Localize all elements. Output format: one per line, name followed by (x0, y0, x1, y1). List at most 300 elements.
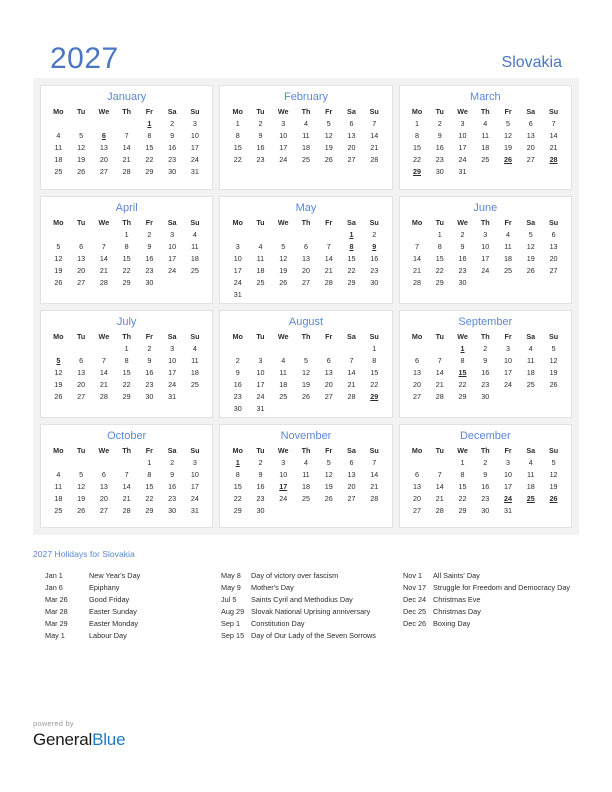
day-cell: 22 (458, 379, 467, 389)
day-cell: 4 (506, 229, 511, 239)
day-cell: 28 (370, 155, 379, 165)
week-row (47, 469, 206, 481)
day-cell: 1 (460, 457, 465, 467)
day-cell-holiday: 26 (504, 155, 513, 165)
weekday-header: Tu (256, 331, 265, 341)
day-cell: 12 (549, 355, 558, 365)
day-cell: 19 (324, 481, 333, 491)
day-cell-holiday: 8 (349, 241, 354, 251)
week-row (226, 253, 385, 265)
page-header (0, 36, 612, 74)
day-cell: 17 (256, 379, 265, 389)
day-cell: 15 (122, 253, 131, 263)
day-cell: 6 (326, 355, 331, 365)
day-cell: 12 (549, 469, 558, 479)
month-title: June (473, 201, 498, 214)
day-cell: 23 (481, 493, 490, 503)
holiday-name: Good Friday (89, 595, 130, 604)
month-card-march (399, 85, 572, 190)
day-cell: 19 (54, 265, 63, 275)
day-cell: 2 (483, 457, 488, 467)
day-cell: 13 (526, 131, 535, 141)
day-cell: 14 (549, 131, 558, 141)
day-cell: 17 (190, 143, 199, 153)
logo-blue-text: Blue (92, 730, 126, 749)
week-row (47, 154, 206, 166)
day-cell: 2 (147, 343, 152, 353)
day-cell: 22 (413, 155, 422, 165)
day-cell-holiday: 1 (235, 457, 240, 467)
day-cell: 7 (551, 119, 556, 129)
day-cell: 11 (302, 469, 310, 479)
week-row (226, 481, 385, 493)
day-cell: 3 (235, 241, 240, 251)
holiday-list-item (403, 582, 579, 594)
day-cell: 29 (122, 277, 131, 287)
day-cell-holiday: 1 (460, 343, 465, 353)
holiday-date: Nov 17 (403, 583, 427, 592)
day-cell: 18 (301, 481, 310, 491)
day-cell-holiday: 24 (504, 493, 513, 503)
day-cell-empty (497, 391, 520, 403)
day-cell: 12 (324, 469, 333, 479)
day-cell: 12 (54, 367, 63, 377)
day-cell: 10 (190, 469, 199, 479)
day-cell-empty (340, 343, 363, 355)
day-cell: 3 (192, 457, 197, 467)
day-cell: 8 (235, 469, 240, 479)
day-cell: 9 (170, 131, 175, 141)
day-cell: 5 (551, 457, 556, 467)
day-cell: 1 (415, 119, 420, 129)
weekday-header: Tu (435, 445, 444, 455)
day-cell-empty (70, 118, 93, 130)
holiday-name: Christmas Day (433, 607, 481, 616)
weekday-header: We (98, 107, 110, 116)
day-cell: 22 (233, 155, 242, 165)
day-cell: 10 (504, 355, 513, 365)
day-cell: 9 (460, 241, 465, 251)
weekday-header: Mo (411, 331, 423, 341)
weekday-header-row (226, 331, 385, 343)
day-cell: 24 (279, 155, 288, 165)
weekday-header-row (226, 445, 385, 457)
day-cell: 17 (504, 481, 513, 491)
day-cell-holiday: 28 (549, 155, 558, 165)
holiday-date: Dec 24 (403, 595, 427, 604)
day-cell: 17 (190, 481, 199, 491)
holidays-column-1 (33, 570, 221, 642)
day-cell: 28 (435, 391, 444, 401)
day-cell: 31 (233, 289, 242, 299)
day-cell: 7 (437, 355, 442, 365)
day-cell: 6 (101, 469, 106, 479)
day-cell: 6 (415, 469, 420, 479)
day-cell: 18 (190, 253, 199, 263)
day-cell: 4 (483, 119, 488, 129)
day-cell: 6 (79, 241, 84, 251)
week-row (226, 379, 385, 391)
day-cell-empty (519, 277, 542, 289)
day-cell: 10 (168, 355, 177, 365)
holidays-column-2 (221, 570, 403, 642)
weekday-header: Fr (504, 445, 512, 455)
day-cell: 5 (326, 119, 331, 129)
weekday-header: Sa (347, 107, 356, 116)
weekday-header: Fr (325, 331, 333, 341)
day-cell: 13 (347, 469, 356, 479)
day-cell-empty (161, 277, 184, 289)
day-cell: 30 (481, 505, 490, 515)
day-cell: 27 (99, 167, 108, 177)
day-cell-empty (93, 457, 116, 469)
holiday-date: Dec 26 (403, 619, 427, 628)
week-row (226, 118, 385, 130)
day-cell: 23 (435, 155, 444, 165)
week-row (406, 505, 565, 517)
day-cell: 13 (77, 253, 86, 263)
day-cell: 22 (458, 493, 467, 503)
weekday-header: We (457, 217, 468, 227)
week-row (406, 241, 565, 253)
day-cell-empty (226, 343, 249, 355)
logo-general-text: General (33, 730, 93, 749)
weekday-header: We (457, 445, 468, 455)
day-cell: 27 (549, 265, 558, 275)
week-row (226, 229, 385, 241)
weekday-header-row (47, 331, 206, 343)
day-cell-empty (226, 229, 249, 241)
weekday-header: Mo (232, 331, 243, 341)
day-cell: 18 (526, 481, 535, 491)
day-cell-empty (428, 457, 451, 469)
day-cell: 14 (347, 367, 356, 377)
day-cell: 17 (458, 143, 467, 153)
day-cell-empty (519, 166, 542, 178)
month-card-november (219, 424, 392, 529)
day-cell: 4 (528, 457, 533, 467)
day-cell: 27 (413, 391, 422, 401)
weekday-header-row (47, 106, 206, 118)
day-cell: 22 (233, 493, 242, 503)
day-cell: 24 (458, 155, 467, 165)
weekday-header: Su (369, 331, 379, 341)
day-cell-empty (295, 505, 318, 517)
day-cell: 24 (190, 493, 199, 503)
day-cell: 15 (233, 481, 242, 491)
month-title: September (458, 315, 513, 328)
weekday-header: Fr (145, 331, 153, 341)
day-cell: 22 (347, 265, 356, 275)
day-cell: 21 (324, 265, 333, 275)
week-row (406, 457, 565, 469)
month-day-grid (226, 445, 385, 517)
day-cell: 18 (481, 143, 490, 153)
weekday-header: Tu (77, 217, 86, 227)
month-card-december (399, 424, 572, 529)
month-day-grid (47, 106, 206, 178)
day-cell: 19 (301, 379, 310, 389)
day-cell: 28 (347, 391, 356, 401)
day-cell: 13 (99, 143, 108, 153)
day-cell: 14 (122, 143, 131, 153)
day-cell: 20 (324, 379, 333, 389)
day-cell-empty (295, 403, 318, 415)
holiday-list-item (45, 618, 221, 630)
day-cell: 9 (147, 355, 152, 365)
weekday-header: Mo (232, 107, 243, 116)
day-cell: 12 (77, 481, 86, 491)
week-row (406, 265, 565, 277)
weekday-header: Th (480, 445, 490, 455)
day-cell: 2 (170, 119, 175, 129)
weekday-header: Mo (232, 217, 243, 227)
day-cell: 13 (99, 481, 108, 491)
day-cell: 4 (281, 355, 286, 365)
country-title: Slovakia (501, 54, 562, 71)
year-title: 2027 (50, 42, 119, 75)
holiday-list-item (45, 594, 221, 606)
day-cell: 23 (481, 379, 490, 389)
day-cell: 1 (147, 457, 152, 467)
day-cell-empty (70, 343, 93, 355)
day-cell: 7 (372, 457, 377, 467)
day-cell: 11 (527, 469, 535, 479)
day-cell: 31 (458, 167, 467, 177)
weekday-header: Th (122, 445, 132, 455)
day-cell: 4 (56, 131, 61, 141)
day-cell: 23 (145, 379, 154, 389)
day-cell: 21 (549, 143, 558, 153)
holiday-list-item (403, 606, 579, 618)
day-cell: 20 (99, 155, 108, 165)
day-cell: 24 (481, 265, 490, 275)
week-row (406, 379, 565, 391)
day-cell: 17 (504, 367, 513, 377)
month-day-grid (47, 331, 206, 403)
day-cell: 2 (235, 355, 240, 365)
weekday-header-row (226, 217, 385, 229)
day-cell: 21 (122, 493, 131, 503)
month-title: July (116, 315, 137, 328)
day-cell-empty (340, 403, 363, 415)
weekday-header: Fr (504, 331, 512, 341)
week-row (406, 142, 565, 154)
day-cell-empty (474, 166, 497, 178)
footer-logo (33, 718, 125, 750)
week-row (226, 469, 385, 481)
day-cell: 23 (370, 265, 379, 275)
month-card-july (40, 310, 213, 418)
day-cell: 7 (124, 469, 129, 479)
day-cell: 21 (122, 155, 131, 165)
day-cell: 16 (481, 481, 490, 491)
week-row (47, 130, 206, 142)
holiday-date: Jan 1 (45, 571, 63, 580)
weekday-header: Su (190, 217, 200, 227)
weekday-header: Th (122, 107, 132, 116)
day-cell: 27 (99, 505, 108, 515)
day-cell: 30 (481, 391, 490, 401)
holiday-date: Sep 15 (221, 631, 245, 640)
day-cell: 6 (349, 457, 354, 467)
month-title: April (115, 201, 138, 214)
day-cell: 19 (549, 481, 558, 491)
day-cell: 13 (77, 367, 86, 377)
weekday-header: We (98, 331, 110, 341)
day-cell-empty (295, 229, 318, 241)
day-cell: 8 (415, 131, 420, 141)
week-row (406, 130, 565, 142)
holidays-column-3 (403, 570, 579, 642)
holiday-name: New Year's Day (89, 571, 141, 580)
weekday-header-row (406, 106, 565, 118)
holiday-date: Nov 1 (403, 571, 423, 580)
holidays-heading: 2027 Holidays for Slovakia (33, 549, 135, 559)
day-cell: 14 (413, 253, 422, 263)
day-cell: 7 (437, 469, 442, 479)
day-cell: 25 (190, 379, 199, 389)
week-row (406, 481, 565, 493)
day-cell: 14 (99, 253, 108, 263)
week-row (47, 277, 206, 289)
weekday-header: Tu (435, 217, 444, 227)
week-row (47, 118, 206, 130)
day-cell: 10 (256, 367, 265, 377)
holiday-date: May 8 (221, 571, 241, 580)
day-cell: 28 (122, 505, 131, 515)
day-cell: 27 (77, 391, 86, 401)
weekday-header: Th (480, 107, 490, 116)
week-row (47, 493, 206, 505)
day-cell-empty (340, 505, 363, 517)
day-cell: 2 (147, 229, 152, 239)
day-cell-empty (406, 343, 429, 355)
day-cell: 19 (526, 253, 535, 263)
day-cell: 16 (168, 143, 177, 153)
day-cell-holiday: 1 (349, 229, 354, 239)
day-cell: 18 (526, 367, 535, 377)
holiday-list-item (221, 570, 403, 582)
day-cell: 13 (413, 367, 422, 377)
day-cell: 5 (281, 241, 286, 251)
weekday-header: We (277, 217, 289, 227)
week-row (226, 277, 385, 289)
weekday-header: Su (369, 107, 379, 116)
day-cell: 29 (458, 505, 467, 515)
day-cell: 1 (124, 229, 129, 239)
day-cell: 29 (145, 505, 154, 515)
day-cell-empty (519, 505, 542, 517)
month-day-grid (226, 106, 385, 166)
week-row (47, 229, 206, 241)
day-cell: 8 (372, 355, 377, 365)
day-cell: 5 (528, 229, 533, 239)
day-cell: 25 (279, 391, 288, 401)
weekday-header: Th (122, 331, 132, 341)
weekday-header: Su (548, 445, 559, 455)
day-cell: 19 (324, 143, 333, 153)
weekday-header: Tu (256, 217, 265, 227)
day-cell: 12 (54, 253, 63, 263)
month-title: October (107, 429, 147, 442)
day-cell: 15 (435, 253, 444, 263)
day-cell: 10 (279, 469, 288, 479)
day-cell: 20 (413, 493, 422, 503)
day-cell: 26 (77, 505, 86, 515)
week-row (406, 118, 565, 130)
holiday-list-item (45, 630, 221, 642)
weekday-header: Sa (526, 217, 536, 227)
day-cell-holiday: 6 (101, 131, 106, 141)
weekday-header: Mo (53, 445, 64, 455)
day-cell: 4 (303, 119, 308, 129)
weekday-header: Tu (77, 107, 86, 116)
day-cell: 6 (551, 229, 556, 239)
day-cell: 8 (124, 241, 129, 251)
day-cell: 16 (145, 367, 154, 377)
day-cell: 31 (190, 505, 199, 515)
day-cell: 12 (324, 131, 333, 141)
holiday-name: Day of victory over fascism (251, 571, 339, 580)
day-cell: 6 (528, 119, 533, 129)
day-cell-empty (317, 229, 340, 241)
day-cell: 31 (190, 167, 199, 177)
holiday-list-item (403, 618, 579, 630)
weekday-header: Fr (325, 217, 333, 227)
day-cell: 22 (435, 265, 444, 275)
weekday-header: Tu (256, 107, 265, 116)
day-cell: 6 (79, 355, 84, 365)
day-cell: 6 (349, 119, 354, 129)
day-cell: 27 (347, 493, 356, 503)
day-cell: 15 (347, 253, 356, 263)
day-cell: 28 (99, 391, 108, 401)
day-cell: 16 (168, 481, 177, 491)
day-cell: 24 (233, 277, 242, 287)
day-cell-empty (317, 289, 340, 301)
day-cell: 30 (168, 505, 177, 515)
day-cell: 14 (99, 367, 108, 377)
day-cell: 13 (324, 367, 333, 377)
day-cell: 31 (256, 403, 265, 413)
day-cell: 26 (324, 493, 333, 503)
day-cell-empty (542, 391, 565, 403)
week-row (406, 343, 565, 355)
holiday-list-item (221, 594, 403, 606)
day-cell: 3 (258, 355, 263, 365)
day-cell: 17 (168, 367, 177, 377)
weekday-header: Sa (347, 217, 356, 227)
weekday-header: Mo (232, 445, 243, 455)
week-row (226, 403, 385, 415)
day-cell: 9 (483, 469, 488, 479)
day-cell: 21 (370, 481, 379, 491)
holiday-date: Dec 25 (403, 607, 427, 616)
day-cell: 2 (437, 119, 442, 129)
holiday-date: Mar 29 (45, 619, 68, 628)
week-row (406, 154, 565, 166)
week-row (226, 241, 385, 253)
day-cell: 15 (145, 481, 154, 491)
day-cell: 19 (549, 367, 558, 377)
week-row (226, 391, 385, 403)
day-cell: 23 (458, 265, 467, 275)
day-cell: 27 (347, 155, 356, 165)
holiday-name: Easter Sunday (89, 607, 137, 616)
day-cell: 17 (168, 253, 177, 263)
day-cell: 26 (526, 265, 535, 275)
